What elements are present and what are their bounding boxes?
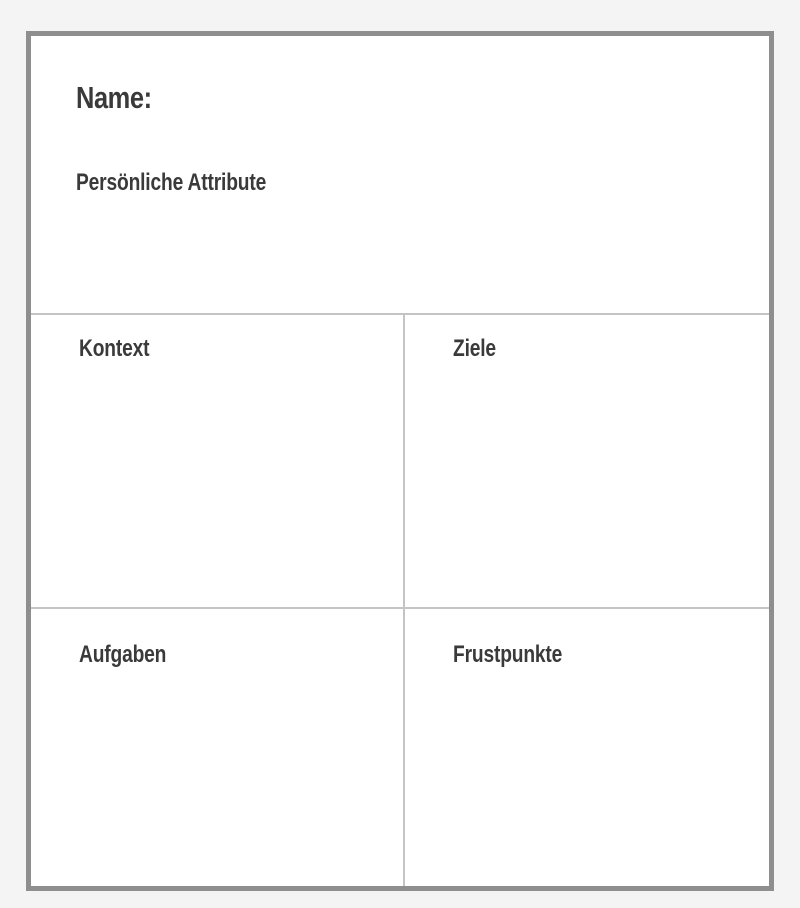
context-section (31, 315, 403, 607)
pain-points-section (405, 609, 769, 886)
goals-label: Ziele (453, 335, 496, 362)
persona-header (31, 36, 769, 315)
pain-points-label: Frustpunkte (453, 641, 563, 668)
tasks-label: Aufgaben (79, 641, 167, 668)
tasks-section (31, 609, 403, 886)
goals-section (405, 315, 769, 607)
context-label: Kontext (79, 335, 150, 362)
personal-attributes-label: Persönliche Attribute (76, 169, 267, 196)
persona-card (26, 31, 774, 891)
name-label: Name: (76, 80, 152, 115)
